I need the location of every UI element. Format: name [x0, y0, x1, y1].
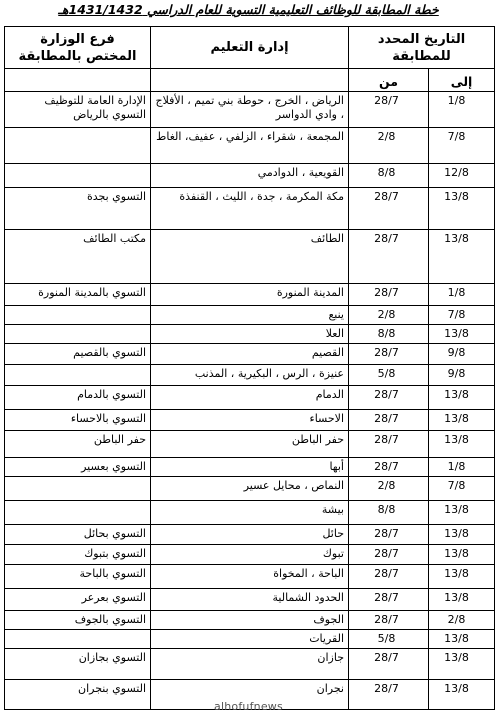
department-cell: جازان [151, 649, 349, 680]
ministry-cell [5, 630, 151, 649]
to-cell: 13/8 [429, 325, 495, 344]
to-cell: 13/8 [429, 431, 495, 458]
table-row [5, 284, 495, 306]
from-cell: 8/8 [349, 501, 429, 525]
from-cell: 28/7 [349, 410, 429, 431]
header-ministry-line2: المختص بالمطابقة [18, 48, 137, 64]
table-row [5, 325, 495, 344]
table-row [5, 344, 495, 365]
table-row [5, 431, 495, 458]
department-cell: النماص ، محايل عسير [151, 477, 349, 501]
from-cell: 28/7 [349, 431, 429, 458]
department-cell: الباحة ، المخواة [151, 565, 349, 589]
table-row [5, 386, 495, 410]
ministry-cell: مكتب الطائف [5, 230, 151, 284]
to-cell: 1/8 [429, 458, 495, 477]
ministry-cell: التسوي بنجران [5, 680, 151, 710]
department-cell: بيشة [151, 501, 349, 525]
to-cell: 13/8 [429, 410, 495, 431]
table-header-row [5, 27, 495, 69]
to-cell: 7/8 [429, 306, 495, 325]
department-cell: حفر الباطن [151, 431, 349, 458]
to-cell: 13/8 [429, 630, 495, 649]
from-cell: 28/7 [349, 680, 429, 710]
ministry-cell [5, 501, 151, 525]
department-cell: الدمام [151, 386, 349, 410]
header-department-blank [151, 69, 349, 92]
ministry-cell: الإدارة العامة للتوظيف التسوي بالرياض [5, 92, 151, 128]
from-cell: 2/8 [349, 306, 429, 325]
to-cell: 13/8 [429, 565, 495, 589]
to-cell: 13/8 [429, 230, 495, 284]
header-from: من [349, 69, 429, 92]
table-row [5, 458, 495, 477]
ministry-cell: التسوي بالقصيم [5, 344, 151, 365]
to-cell: 7/8 [429, 477, 495, 501]
from-cell: 28/7 [349, 525, 429, 545]
table-row [5, 501, 495, 525]
to-cell: 13/8 [429, 589, 495, 611]
from-cell: 28/7 [349, 386, 429, 410]
department-cell: القويعية ، الدوادمي [151, 164, 349, 188]
ministry-cell [5, 365, 151, 386]
ministry-cell [5, 325, 151, 344]
ministry-cell [5, 306, 151, 325]
department-cell: القريات [151, 630, 349, 649]
department-cell: حائل [151, 525, 349, 545]
table-subheader-row [5, 69, 495, 92]
department-cell: ينبع [151, 306, 349, 325]
department-cell: الجوف [151, 611, 349, 630]
table-row [5, 477, 495, 501]
ministry-cell: التسوي بالاحساء [5, 410, 151, 431]
to-cell: 2/8 [429, 611, 495, 630]
from-cell: 28/7 [349, 344, 429, 365]
from-cell: 28/7 [349, 284, 429, 306]
department-cell: المدينة المنورة [151, 284, 349, 306]
ministry-cell: التسوي بالجوف [5, 611, 151, 630]
table-row [5, 649, 495, 680]
department-cell: الحدود الشمالية [151, 589, 349, 611]
from-cell: 28/7 [349, 565, 429, 589]
ministry-cell: التسوي بتبوك [5, 545, 151, 565]
to-cell: 13/8 [429, 545, 495, 565]
department-cell: أبها [151, 458, 349, 477]
department-cell: تبوك [151, 545, 349, 565]
table-row [5, 365, 495, 386]
to-cell: 1/8 [429, 284, 495, 306]
to-cell: 12/8 [429, 164, 495, 188]
from-cell: 8/8 [349, 325, 429, 344]
department-cell: الاحساء [151, 410, 349, 431]
watermark: alhofufnews [214, 700, 283, 713]
table-row [5, 630, 495, 649]
ministry-cell [5, 128, 151, 164]
page-title: خطة المطابقة للوظائف التعليمية التسوية للعام الدراسي 1431/1432هـ [58, 2, 439, 17]
ministry-cell: التسوي بعسير [5, 458, 151, 477]
from-cell: 28/7 [349, 92, 429, 128]
table-row [5, 589, 495, 611]
to-cell: 13/8 [429, 501, 495, 525]
department-cell: نجران [151, 680, 349, 710]
ministry-cell: التسوي بجازان [5, 649, 151, 680]
to-cell: 9/8 [429, 365, 495, 386]
to-cell: 1/8 [429, 92, 495, 128]
to-cell: 7/8 [429, 128, 495, 164]
ministry-cell: حفر الباطن [5, 431, 151, 458]
table-row [5, 128, 495, 164]
header-ministry-blank [5, 69, 151, 92]
from-cell: 28/7 [349, 545, 429, 565]
ministry-cell: التسوي بالدمام [5, 386, 151, 410]
from-cell: 2/8 [349, 128, 429, 164]
header-date: التاريخ المحدد للمطابقة [349, 27, 495, 69]
ministry-cell: التسوي بعرعر [5, 589, 151, 611]
ministry-cell: التسوي بحائل [5, 525, 151, 545]
header-ministry [5, 27, 151, 69]
from-cell: 2/8 [349, 477, 429, 501]
ministry-cell [5, 477, 151, 501]
table-row [5, 188, 495, 230]
table-row [5, 545, 495, 565]
from-cell: 28/7 [349, 188, 429, 230]
from-cell: 8/8 [349, 164, 429, 188]
to-cell: 13/8 [429, 386, 495, 410]
department-cell: عنيزة ، الرس ، البكيرية ، المذنب [151, 365, 349, 386]
table-row [5, 230, 495, 284]
to-cell: 13/8 [429, 525, 495, 545]
header-to: إلى [429, 69, 495, 92]
department-cell: الطائف [151, 230, 349, 284]
from-cell: 28/7 [349, 649, 429, 680]
department-cell: القصيم [151, 344, 349, 365]
table-row [5, 92, 495, 128]
to-cell: 9/8 [429, 344, 495, 365]
from-cell: 28/7 [349, 230, 429, 284]
department-cell: المجمعة ، شقراء ، الزلفي ، عفيف، الغاط [151, 128, 349, 164]
header-department: إدارة التعليم [151, 27, 349, 69]
ministry-cell [5, 164, 151, 188]
table-row [5, 164, 495, 188]
table-row [5, 565, 495, 589]
table-row [5, 410, 495, 431]
to-cell: 13/8 [429, 649, 495, 680]
from-cell: 5/8 [349, 630, 429, 649]
from-cell: 5/8 [349, 365, 429, 386]
header-ministry-line1: فرع الوزارة [40, 31, 115, 47]
ministry-cell: التسوي بالمدينة المنورة [5, 284, 151, 306]
ministry-cell: التسوي بجدة [5, 188, 151, 230]
to-cell: 13/8 [429, 680, 495, 710]
department-cell: العلا [151, 325, 349, 344]
table-row [5, 611, 495, 630]
department-cell: مكة المكرمة ، جدة ، الليث ، القنفذة [151, 188, 349, 230]
to-cell: 13/8 [429, 188, 495, 230]
from-cell: 28/7 [349, 458, 429, 477]
table-row [5, 306, 495, 325]
ministry-cell: التسوي بالباحة [5, 565, 151, 589]
department-cell: الرياض ، الخرج ، حوطة بني تميم ، الأفلاج ، وادي الدواسر [151, 92, 349, 128]
from-cell: 28/7 [349, 611, 429, 630]
matching-schedule-table [4, 26, 495, 710]
table-row [5, 525, 495, 545]
from-cell: 28/7 [349, 589, 429, 611]
